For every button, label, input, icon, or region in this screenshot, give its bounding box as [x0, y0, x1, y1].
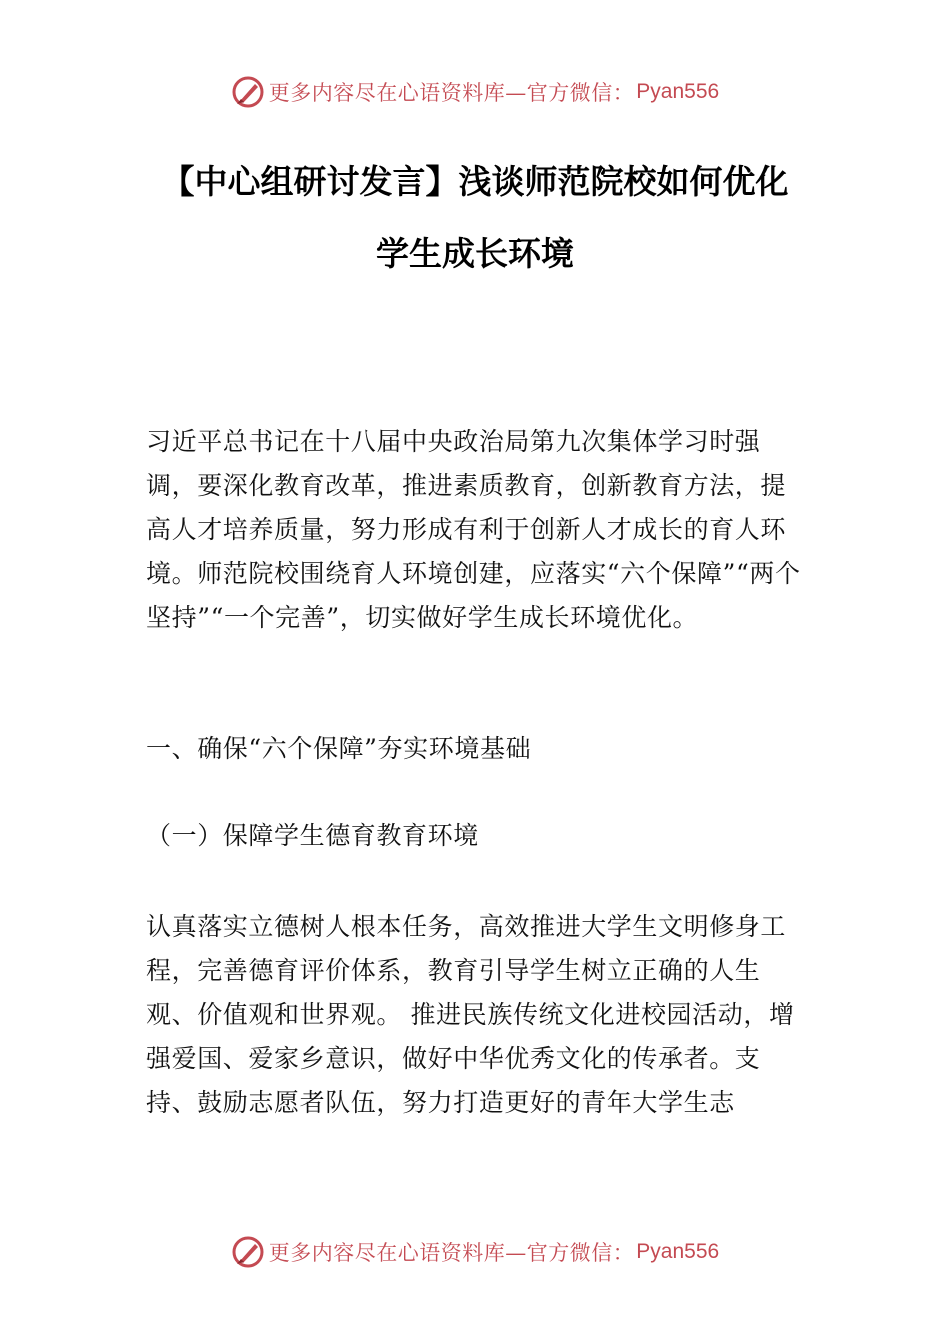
watermark-wechat-id: Pyan556	[636, 80, 720, 103]
subsection-body-paragraph: 认真落实立德树人根本任务，高效推进大学生文明修身工程，完善德育评价体系，教育引导学生树立正确的人生观、价值观和世界观。 推进民族传统文化进校园活动，增强爱国、爱家乡意识，做好中华优秀文化的传承者。支持、鼓励志愿者队伍，努力打造更好的青年大学生志	[146, 912, 795, 1117]
header-watermark	[0, 72, 950, 112]
watermark-text: 更多内容尽在心语资料库—官方微信：	[268, 1241, 635, 1265]
section-heading: 一、确保“六个保障”夯实环境基础	[146, 734, 532, 763]
subsection-heading: （一）保障学生德育教育环境	[146, 821, 479, 850]
document-title-line-1: 【中心组研讨发言】浅谈师范院校如何优化	[161, 162, 789, 201]
watermark-text: 更多内容尽在心语资料库—官方微信：	[268, 81, 635, 105]
intro-paragraph: 习近平总书记在十八届中央政治局第九次集体学习时强调，要深化教育改革，推进素质教育，创新教育方法，提高人才培养质量，努力形成有利于创新人才成长的育人环境。师范院校围绕育人环境创建，应落实“六个保障”“两个坚持”“一个完善”，切实做好学生成长环境优化。	[146, 427, 801, 632]
footer-watermark	[0, 1232, 950, 1272]
watermark-wechat-id: Pyan556	[636, 1240, 720, 1263]
document-title-line-2: 学生成长环境	[376, 234, 574, 273]
pen-logo-icon	[231, 1235, 265, 1269]
pen-logo-icon	[231, 75, 265, 109]
